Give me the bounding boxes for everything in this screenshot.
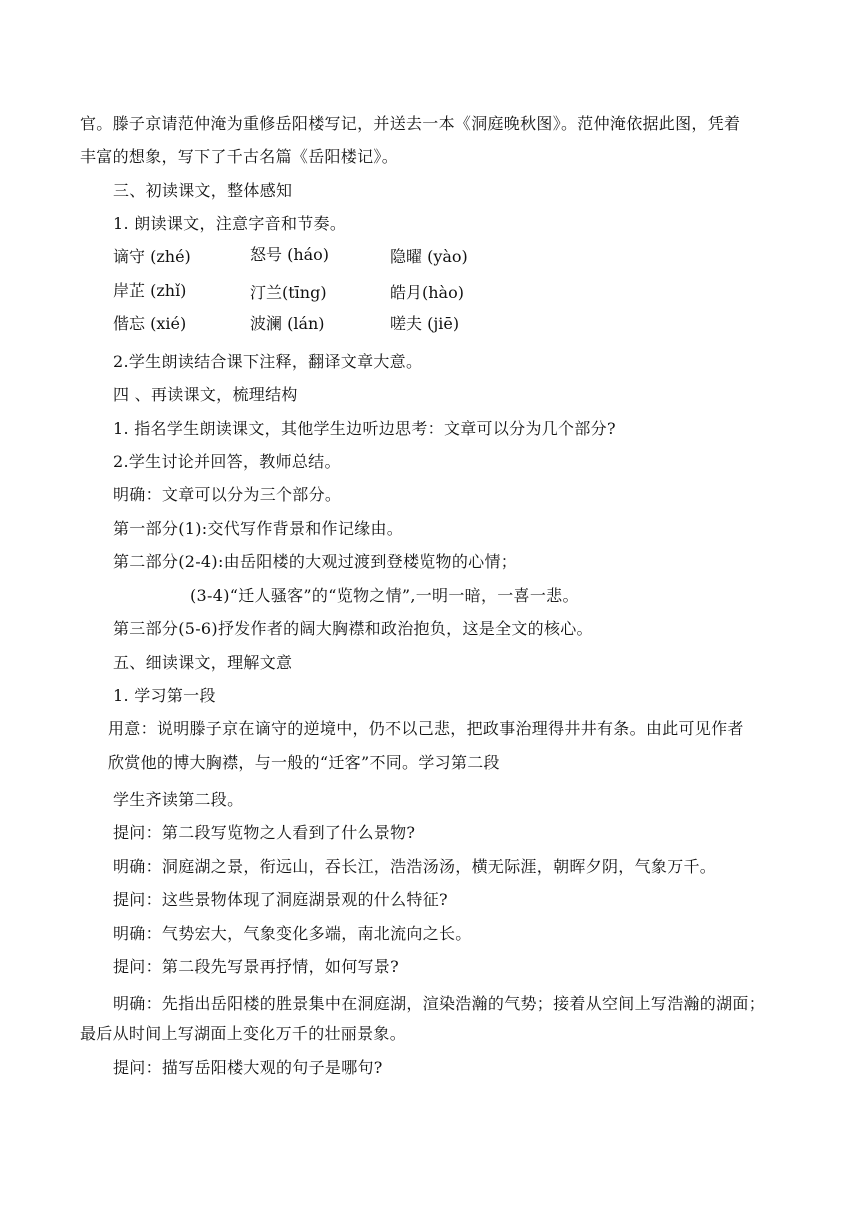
answer-3-line-2: 最后从时间上写湖面上变化万千的壮丽景象。 <box>80 1024 407 1043</box>
structure-part-1: 第一部分(1):交代写作背景和作记缘由。 <box>113 519 404 538</box>
intent-line-1: 用意：说明滕子京在谪守的逆境中，仍不以己悲，把政事治理得井井有条。由此可见作者 <box>108 719 744 738</box>
question-2: 提问：这些景物体现了洞庭湖景观的什么特征? <box>113 890 448 909</box>
section-heading-3: 三、初读课文，整体感知 <box>113 181 293 200</box>
pinyin-item: 汀兰(tīng) <box>250 283 327 302</box>
pinyin-item: 皓月(hào) <box>390 283 464 302</box>
list-item-translate: 2.学生朗读结合课下注释，翻译文章大意。 <box>113 352 423 371</box>
pinyin-item: 偕忘 (xié) <box>113 314 187 333</box>
answer-1: 明确：洞庭湖之景，衔远山，吞长江，浩浩汤汤，横无际涯，朝晖夕阴，气象万千。 <box>113 857 717 876</box>
read-para-2: 学生齐读第二段。 <box>113 790 244 809</box>
list-item-read-think: 1. 指名学生朗读课文，其他学生边听边思考：文章可以分为几个部分? <box>113 419 616 438</box>
pinyin-item: 隐曜 (yào) <box>390 247 468 266</box>
pinyin-item: 波澜 (lán) <box>250 314 325 333</box>
question-1: 提问：第二段写览物之人看到了什么景物? <box>113 823 416 842</box>
pinyin-item: 怒号 (háo) <box>250 245 330 264</box>
list-item-read-aloud: 1. 朗读课文，注意字音和节奏。 <box>113 214 347 233</box>
list-item-discuss: 2.学生讨论并回答，教师总结。 <box>113 452 341 471</box>
intent-line-2: 欣赏他的博大胸襟，与一般的“迁客”不同。学习第二段 <box>108 753 500 772</box>
paragraph-line-1: 官。滕子京请范仲淹为重修岳阳楼写记，并送去一本《洞庭晚秋图》。范仲淹依据此图，凭着 <box>80 114 741 133</box>
pinyin-item: 岸芷 (zhǐ) <box>113 281 187 300</box>
section-heading-4: 四 、再读课文，梳理结构 <box>113 385 298 404</box>
structure-part-2: 第二部分(2-4):由岳阳楼的大观过渡到登楼览物的心情； <box>113 552 518 571</box>
paragraph-line-2: 丰富的想象，写下了千古名篇《岳阳楼记》。 <box>80 147 399 166</box>
structure-part-2-sub: (3-4)“迁人骚客”的“览物之情”,一明一暗，一喜一悲。 <box>190 586 579 605</box>
pinyin-item: 谪守 (zhé) <box>113 247 191 266</box>
list-item-study-1: 1. 学习第一段 <box>113 686 216 705</box>
answer-2: 明确：气势宏大，气象变化多端，南北流向之长。 <box>113 924 472 943</box>
answer-3-line-1: 明确：先指出岳阳楼的胜景集中在洞庭湖，渲染浩瀚的气势；接着从空间上写浩瀚的湖面； <box>113 994 766 1013</box>
section-heading-5: 五、细读课文，理解文意 <box>113 653 293 672</box>
question-3: 提问：第二段先写景再抒情，如何写景? <box>113 957 399 976</box>
clarify-line: 明确：文章可以分为三个部分。 <box>113 485 342 504</box>
pinyin-item: 嗟夫 (jiē) <box>390 314 460 333</box>
question-4: 提问：描写岳阳楼大观的句子是哪句? <box>113 1058 383 1077</box>
structure-part-3: 第三部分(5-6)抒发作者的阔大胸襟和政治抱负，这是全文的核心。 <box>113 619 593 638</box>
